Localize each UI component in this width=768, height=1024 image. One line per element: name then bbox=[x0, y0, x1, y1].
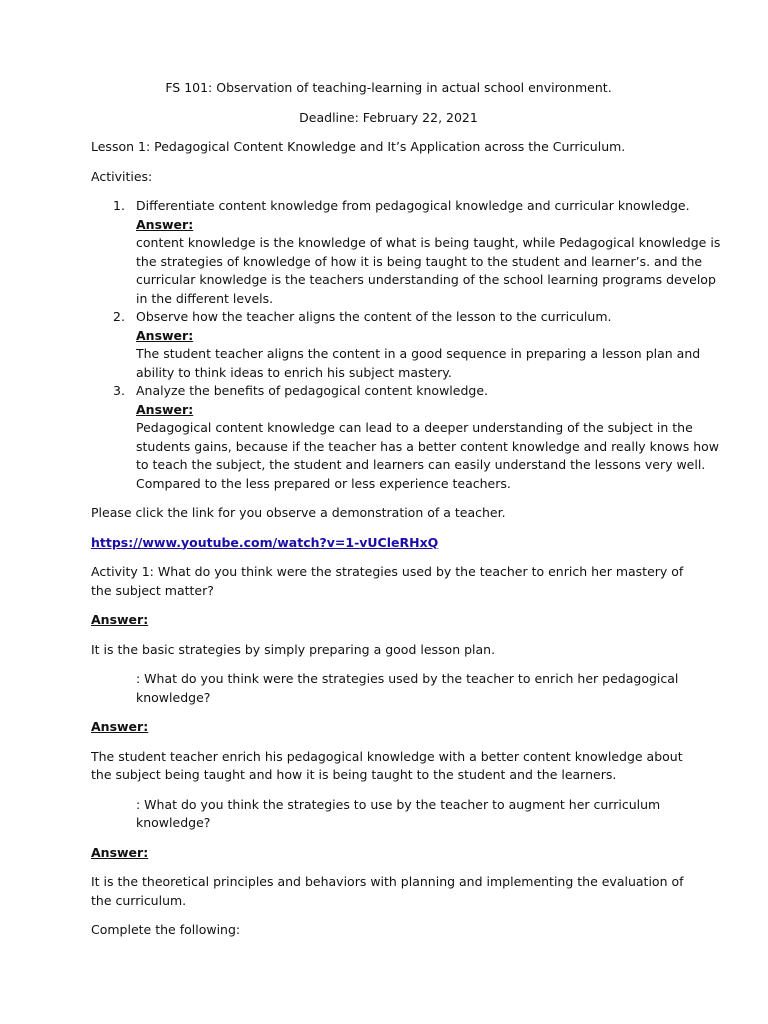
lesson-heading: Lesson 1: Pedagogical Content Knowledge and It’s Application across the Curriculum. bbox=[91, 139, 626, 154]
activities-label: Activities: bbox=[91, 168, 153, 184]
item-question: Observe how the teacher aligns the content of the lesson to the curriculum. bbox=[136, 309, 612, 324]
item-number: 1. bbox=[113, 198, 125, 213]
answer-label: Answer: bbox=[91, 612, 149, 627]
list-item bbox=[91, 382, 726, 493]
activity-list bbox=[91, 197, 721, 493]
video-link[interactable]: https://www.youtube.com/watch?v=1-vUCleRHxQ bbox=[91, 534, 439, 550]
click-instruction: Please click the link for you observe a demonstration of a teacher. bbox=[91, 505, 506, 520]
item-question: Analyze the benefits of pedagogical content knowledge. bbox=[136, 383, 488, 398]
activity1-question-2 bbox=[91, 670, 691, 707]
item-question: Differentiate content knowledge from pedagogical knowledge and curricular knowledge. bbox=[136, 198, 690, 213]
answer-label: Answer: bbox=[91, 719, 149, 734]
item-number: 3. bbox=[113, 383, 125, 398]
deadline: Deadline: February 22, 2021 bbox=[299, 109, 478, 125]
list-item bbox=[91, 197, 726, 308]
item-answer: The student teacher aligns the content in a good sequence in preparing a lesson plan and ability to think ideas to enrich his subject mastery. bbox=[136, 346, 701, 380]
answer-label: Answer: bbox=[136, 327, 194, 343]
complete-label: Complete the following: bbox=[91, 922, 241, 937]
activity1-answer-3: It is the theoretical principles and behaviors with planning and implementing the evaluation of the curriculum. bbox=[91, 874, 684, 908]
activity1-question: Activity 1: What do you think were the strategies used by the teacher to enrich her mastery of the subject matter? bbox=[91, 564, 684, 598]
activity1-question-3 bbox=[91, 796, 691, 833]
document-page bbox=[91, 79, 721, 940]
question-text: : What do you think the strategies to use by the teacher to augment her curriculum knowledge? bbox=[136, 796, 661, 830]
question-text: : What do you think were the strategies used by the teacher to enrich her pedagogical knowledge? bbox=[136, 671, 679, 705]
answer-label: Answer: bbox=[91, 844, 149, 860]
list-item bbox=[91, 308, 726, 382]
answer-label: Answer: bbox=[136, 216, 194, 232]
item-answer: content knowledge is the knowledge of what is being taught, while Pedagogical knowledge is the strategies of knowledge of how it is being taught to the student and learner’s. and the curricular knowledge is the teachers understanding of the school learning programs develop in the different levels. bbox=[136, 235, 721, 306]
item-answer: Pedagogical content knowledge can lead to a deeper understanding of the subject in the students gains, because if the teacher has a better content knowledge and really knows how to teach the subject, the student and learners can easily understand the lessons very well. Compared to the less prepared or less experience teachers. bbox=[136, 420, 719, 491]
answer-label: Answer: bbox=[136, 401, 194, 417]
activity1-answer-2: The student teacher enrich his pedagogical knowledge with a better content knowledge about the subject being taught and how it is being taught to the student and the learners. bbox=[91, 748, 683, 782]
activity1-answer: It is the basic strategies by simply preparing a good lesson plan. bbox=[91, 641, 496, 657]
item-number: 2. bbox=[113, 309, 125, 324]
document-title: FS 101: Observation of teaching-learning in actual school environment. bbox=[165, 80, 612, 95]
